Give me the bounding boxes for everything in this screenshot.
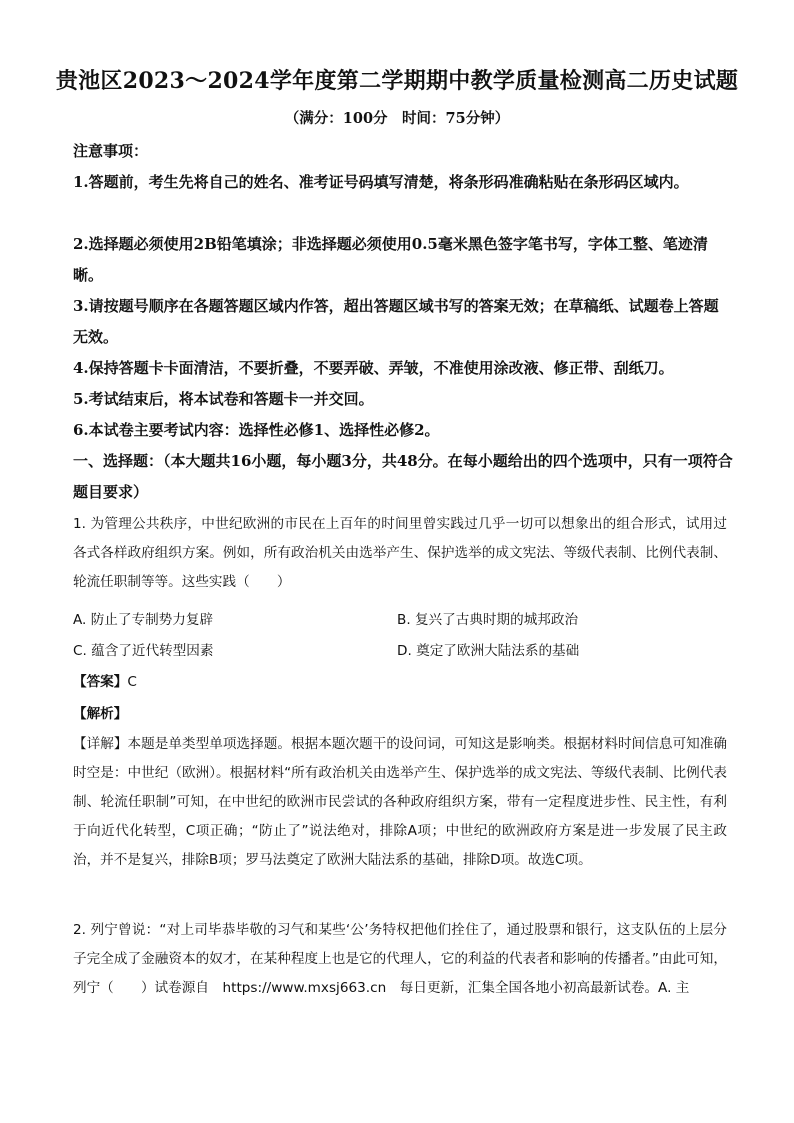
notice-item-6: 6.本试卷主要考试内容：选择性必修1、选择性必修2。 <box>73 421 440 439</box>
question-1-detail: 【详解】本题是单类型单项选择题。根据本题次题干的设问词，可知这是影响类。根据材料时间信息可知准确时空是：中世纪（欧洲）。根据材料“所有政治机关由选举产生、保护选举的成文宪法、等级代表制、比例代表制、轮流任职制”可知，在中世纪的欧洲市民尝试的各种政府组织方案，带有一定程度进步性、民主性，有利于向近代化转型，C项正确；“防止了”说法绝对，排除A项；中世纪的欧洲政府方案是进一步发展了民主政治，并不是复兴，排除B项；罗马法奠定了欧洲大陆法系的基础，排除D项。故选C项。 <box>73 736 727 868</box>
section-one-heading: 一、选择题：（本大题共16小题，每小题3分，共48分。在每小题给出的四个选项中，只有一项符合题目要求） <box>73 452 733 501</box>
question-1-option-c: C. 蕴含了近代转型因素 <box>73 643 214 659</box>
exam-subtitle: （满分：100分 时间：75分钟） <box>284 110 510 127</box>
question-1-stem: 1. 为管理公共秩序，中世纪欧洲的市民在上百年的时间里曾实践过几乎一切可以想象出的组合形式，试用过各式各样政府组织方案。例如，所有政治机关由选举产生、保护选举的成文宪法、等级代表制、比例代表制、轮流任职制等等。这些实践（ ） <box>73 516 727 590</box>
answer-tag: 【答案】 <box>73 674 128 690</box>
question-1-option-d: D. 奠定了欧洲大陆法系的基础 <box>397 643 580 659</box>
answer-value: C <box>127 674 137 690</box>
notice-item-5: 5.考试结束后，将本试卷和答题卡一并交回。 <box>73 390 374 408</box>
notice-item-2: 2.选择题必须使用2B铅笔填涂；非选择题必须使用0.5毫米黑色签字笔书写，字体工整、笔迹清晰。 <box>73 235 708 284</box>
notice-heading: 注意事项： <box>73 142 149 160</box>
question-1-option-a: A. 防止了专制势力复辟 <box>73 612 214 628</box>
analysis-tag: 【解析】 <box>73 706 128 722</box>
question-1-answer <box>73 670 137 690</box>
notice-item-1: 1.答题前，考生先将自己的姓名、准考证号码填写清楚，将条形码准确粘贴在条形码区域内。 <box>73 173 689 191</box>
notice-item-4: 4.保持答题卡卡面清洁，不要折叠，不要弄破、弄皱，不准使用涂改液、修正带、刮纸刀。 <box>73 359 674 377</box>
question-1-option-b: B. 复兴了古典时期的城邦政治 <box>397 612 579 628</box>
notice-item-3: 3.请按题号顺序在各题答题区域内作答，超出答题区域书写的答案无效；在草稿纸、试题卷上答题无效。 <box>73 297 719 346</box>
question-2-stem: 2. 列宁曾说：“对上司毕恭毕敬的习气和某些‘公’务特权把他们拴住了，通过股票和银行，这支队伍的上层分子完全成了金融资本的奴才，在某种程度上也是它的代理人，它的利益的代表者和影响的传播者。”由此可知，列宁（ ）试卷源自 https://www.mxsj663.cn 每日更新，汇集全国各地小初高最新试卷。A. 主 <box>73 922 727 996</box>
exam-title: 贵池区2023～2024学年度第二学期期中教学质量检测高二历史试题 <box>55 68 739 94</box>
